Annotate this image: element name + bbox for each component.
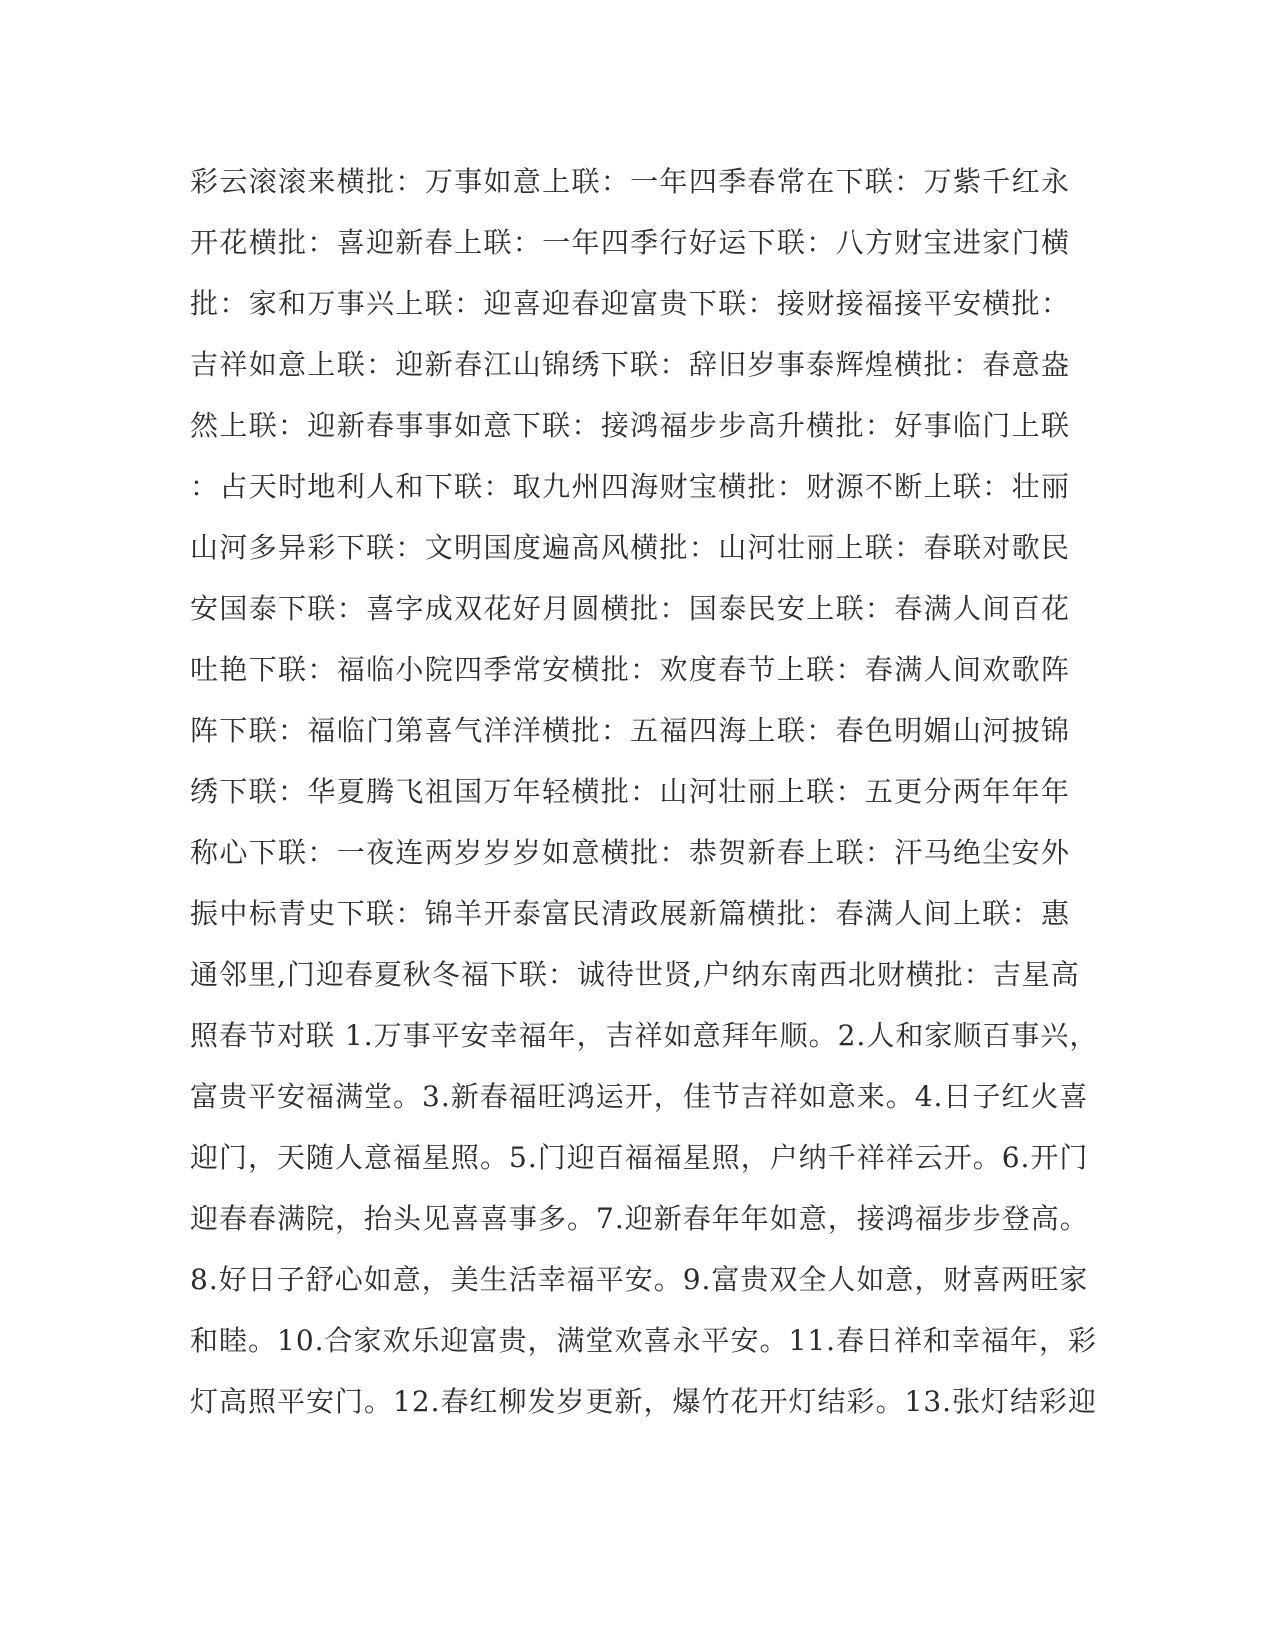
text-line: 吐艳下联：福临小院四季常安横批：欢度春节上联：春满人间欢歌阵 [190,653,1070,686]
text-line: 富贵平安福满堂。3.新春福旺鸿运开，佳节吉祥如意来。4.日子红火喜 [190,1080,1089,1113]
text-line: 山河多异彩下联：文明国度遍高风横批：山河壮丽上联：春联对歌民 [190,531,1070,564]
text-line: 迎春春满院，抬头见喜喜事多。7.迎新春年年如意，接鸿福步步登高。 [190,1202,1089,1235]
body-text [190,162,1099,1443]
text-line: 通邻里,门迎春夏秋冬福下联：诚待世贤,户纳东南西北财横批：吉星高 [190,958,1080,991]
text-line: 照春节对联 1.万事平安幸福年，吉祥如意拜年顺。2.人和家顺百事兴， [190,1019,1099,1052]
text-line: 迎门，天随人意福星照。5.门迎百福福星照，户纳千祥祥云开。6.开门 [190,1141,1089,1174]
text-line: 称心下联：一夜连两岁岁岁如意横批：恭贺新春上联：汗马绝尘安外 [190,836,1070,869]
text-line: 吉祥如意上联：迎新春江山锦绣下联：辞旧岁事泰辉煌横批：春意盎 [190,348,1070,381]
text-line: 安国泰下联：喜字成双花好月圆横批：国泰民安上联：春满人间百花 [190,592,1070,625]
text-line: 灯高照平安门。12.春红柳发岁更新，爆竹花开灯结彩。13.张灯结彩迎 [190,1385,1098,1418]
text-line: 然上联：迎新春事事如意下联：接鸿福步步高升横批：好事临门上联 [190,409,1070,442]
text-line: 和睦。10.合家欢乐迎富贵，满堂欢喜永平安。11.春日祥和幸福年，彩 [190,1324,1098,1357]
text-line: ：占天时地利人和下联：取九州四海财宝横批：财源不断上联：壮丽 [190,470,1070,503]
text-line: 8.好日子舒心如意，美生活幸福平安。9.富贵双全人如意，财喜两旺家 [190,1263,1089,1296]
text-line: 彩云滚滚来横批：万事如意上联：一年四季春常在下联：万紫千红永 [190,165,1070,198]
text-line: 批：家和万事兴上联：迎喜迎春迎富贵下联：接财接福接平安横批： [190,287,1070,320]
text-line: 绣下联：华夏腾飞祖国万年轻横批：山河壮丽上联：五更分两年年年 [190,775,1070,808]
text-line: 振中标青史下联：锦羊开泰富民清政展新篇横批：春满人间上联：惠 [190,897,1070,930]
text-line: 阵下联：福临门第喜气洋洋横批：五福四海上联：春色明媚山河披锦 [190,714,1070,747]
text-line: 开花横批：喜迎新春上联：一年四季行好运下联：八方财宝进家门横 [190,226,1070,259]
